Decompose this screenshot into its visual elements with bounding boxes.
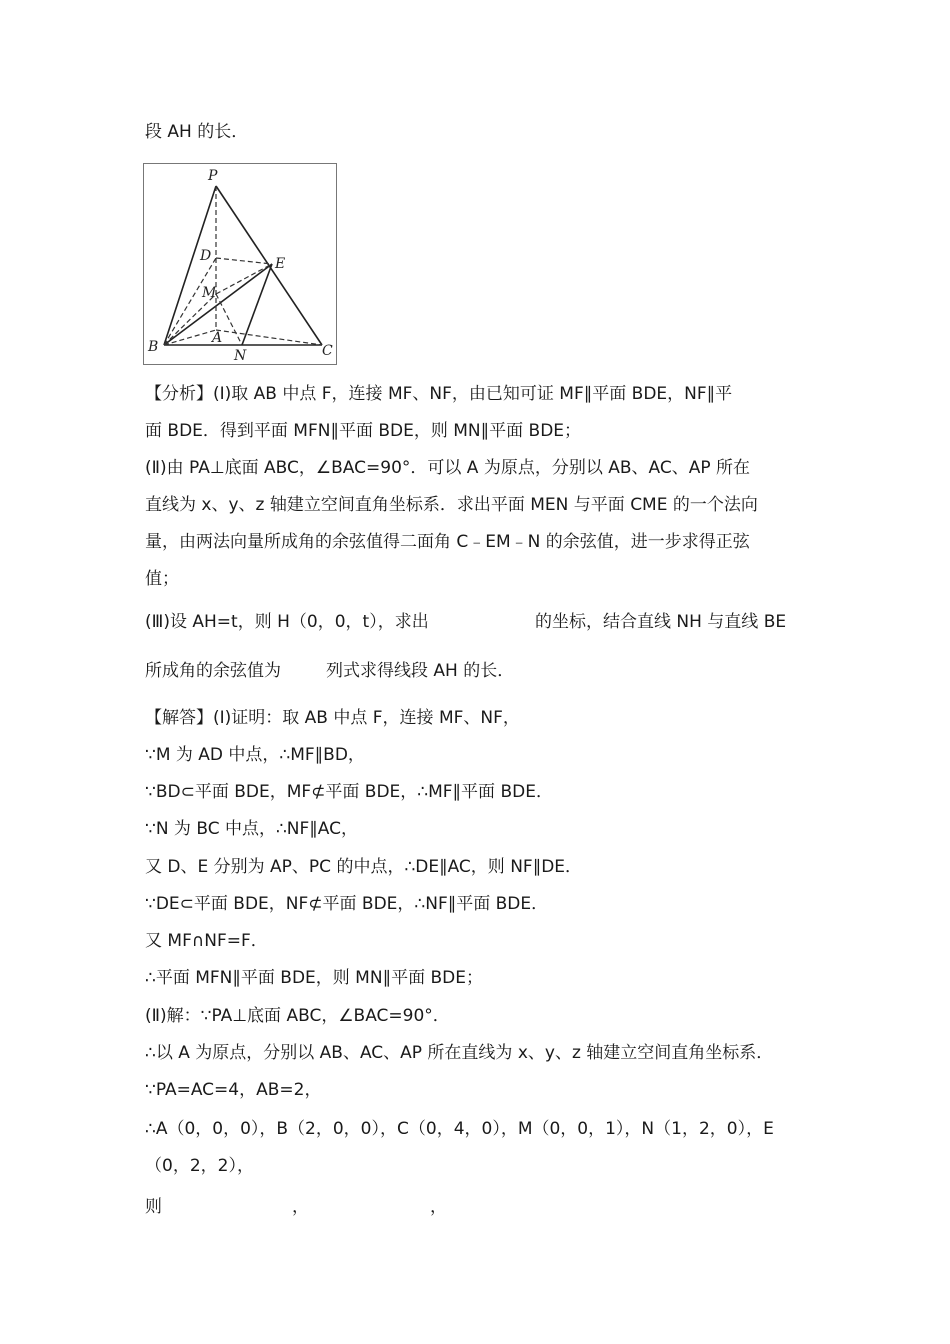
text-line-21: ∴A（0，0，0），B（2，0，0），C（0，4，0），M（0，0，1），N（1，2，0），E <box>145 1119 774 1139</box>
text-line-5: 直线为 x、y、z 轴建立空间直角坐标系．求出平面 MEN 与平面 CME 的一个法向 <box>145 495 758 515</box>
text-line-18: (Ⅱ)解：∵PA⊥底面 ABC，∠BAC=90°． <box>145 1006 450 1026</box>
text-line-4: (Ⅱ)由 PA⊥底面 ABC，∠BAC=90°．可以 A 为原点，分别以 AB、AC、AP 所在 <box>145 458 751 478</box>
text-line-13: ∵N 为 BC 中点，∴NF∥AC， <box>145 819 358 839</box>
geometry-figure <box>143 163 337 365</box>
text-line-23c: ， <box>430 1197 447 1217</box>
text-line-1: 段 AH 的长． <box>145 122 249 142</box>
text-line-9b: 列式求得线段 AH 的长． <box>326 661 515 681</box>
text-line-23a: 则 <box>145 1197 162 1217</box>
label-B: B <box>148 339 159 355</box>
text-line-7: 值； <box>145 569 179 589</box>
label-P: P <box>208 168 218 184</box>
text-line-6: 量，由两法向量所成角的余弦值得二面角 C﹣EM﹣N 的余弦值，进一步求得正弦 <box>145 532 750 552</box>
text-line-20: ∵PA=AC=4，AB=2， <box>145 1080 322 1100</box>
text-line-10: 【解答】(Ⅰ)证明：取 AB 中点 F，连接 MF、NF， <box>145 708 520 728</box>
edge-PB <box>164 186 216 345</box>
text-line-11: ∵M 为 AD 中点，∴MF∥BD， <box>145 745 365 765</box>
text-line-8a: (Ⅲ)设 AH=t，则 H（0，0，t），求出 <box>145 612 429 632</box>
text-line-16: 又 MF∩NF=F． <box>145 931 268 951</box>
label-M: M <box>202 285 217 301</box>
text-line-19: ∴以 A 为原点，分别以 AB、AC、AP 所在直线为 x、y、z 轴建立空间直角坐标系． <box>145 1043 774 1063</box>
text-line-14: 又 D、E 分别为 AP、PC 的中点，∴DE∥AC，则 NF∥DE． <box>145 857 583 877</box>
edge-ME <box>216 264 272 294</box>
text-line-17: ∴平面 MFN∥平面 BDE，则 MN∥平面 BDE； <box>145 968 483 988</box>
label-E: E <box>275 256 286 272</box>
text-line-9a: 所成角的余弦值为 <box>145 661 281 681</box>
label-C: C <box>322 343 333 359</box>
text-line-8b: 的坐标，结合直线 NH 与直线 BE <box>535 612 787 632</box>
text-line-15: ∵DE⊂平面 BDE，NF⊄平面 BDE，∴NF∥平面 BDE． <box>145 894 549 914</box>
text-line-23b: ， <box>292 1197 309 1217</box>
text-line-22: （0，2，2）， <box>145 1156 254 1176</box>
label-A: A <box>212 330 223 346</box>
tetrahedron-diagram <box>144 164 336 364</box>
edge-BD <box>164 258 216 345</box>
text-line-12: ∵BD⊂平面 BDE，MF⊄平面 BDE，∴MF∥平面 BDE． <box>145 782 553 802</box>
text-line-2: 【分析】(Ⅰ)取 AB 中点 F，连接 MF、NF，由已知可证 MF∥平面 BDE，NF∥平 <box>145 384 733 404</box>
label-D: D <box>200 248 212 264</box>
edge-DE <box>216 258 272 264</box>
edge-AC <box>216 330 322 345</box>
text-line-3: 面 BDE．得到平面 MFN∥平面 BDE，则 MN∥平面 BDE； <box>145 421 582 441</box>
label-N: N <box>234 348 247 364</box>
